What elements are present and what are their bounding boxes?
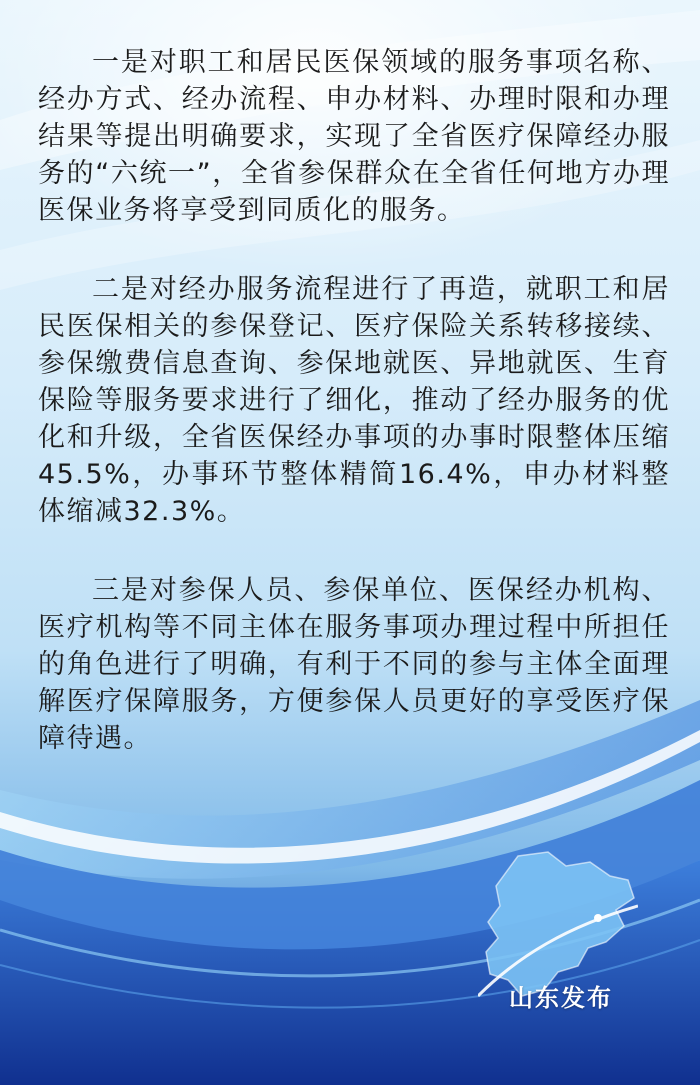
paragraph-2: 二是对经办服务流程进行了再造，就职工和居民医保相关的参保登记、医疗保险关系转移接续、参保缴费信息查询、参保地就医、异地就医、生育保险等服务要求进行了细化，推动了经办服务的优化和升级，全省医保经办事项的办事时限整体压缩45.5%，办事环节整体精简16.4%，申办材料整体缩减32.3%。 — [38, 274, 670, 527]
paragraph-3: 三是对参保人员、参保单位、医保经办机构、医疗机构等不同主体在服务事项办理过程中所担任的角色进行了明确，有利于不同的参与主体全面理解医疗保障服务，方便参保人员更好的享受医疗保障待遇。 — [38, 575, 670, 754]
article-body — [38, 44, 670, 799]
brand-name: 山东发布 — [509, 984, 613, 1012]
paragraph-1: 一是对职工和居民医保领域的服务事项名称、经办方式、经办流程、申办材料、办理时限和办理结果等提出明确要求，实现了全省医疗保障经办服务的“六统一”，全省参保群众在全省任何地方办理医保业务将享受到同质化的服务。 — [38, 47, 670, 226]
